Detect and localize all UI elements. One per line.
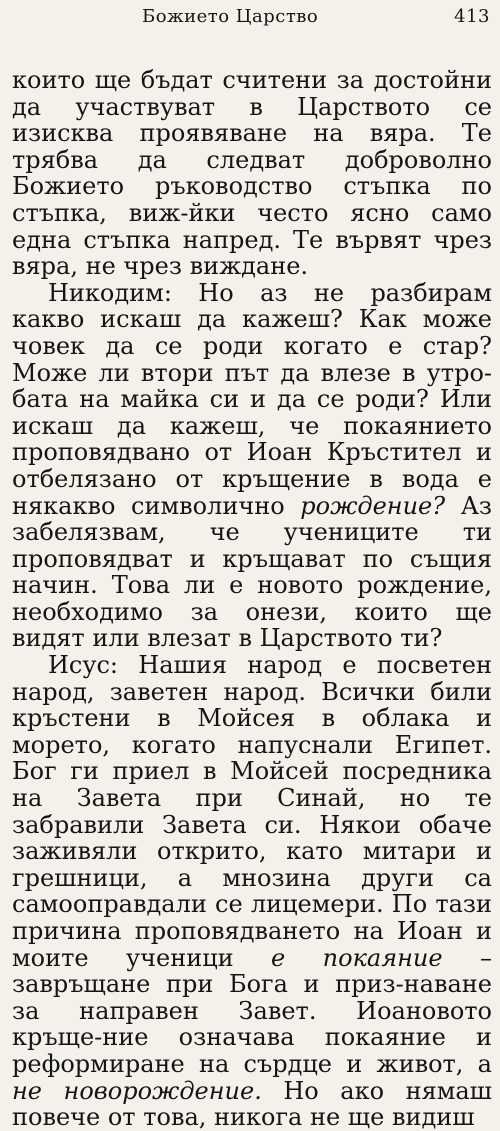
body-text — [12, 67, 492, 1131]
paragraph-nicodemus — [12, 280, 492, 652]
text-run: – завръщане при Бога и приз-наване за направен Завет. Иоановото кръще-ние означава покаяние и реформиране на сърдце и живот, а — [12, 943, 492, 1078]
text-run: които ще бъдат считени за достойни да участвуват в Царството се изисква проявяване на вяра. Те трябва да следват доброволно Божието ръководство стъпка по стъпка, виж-йки често ясно само една стъпка напред. Те вървят чрез вяра, не чрез виждане. — [12, 66, 492, 281]
italic-phrase: е покаяние — [271, 943, 443, 972]
text-run: Исус: Нашия народ е посветен народ, заветен народ. Всички били кръстени в Мойсея в облака и морето, когато напуснали Египет. Бог ги приел в Мойсей посредника на Завета при Синай, но те забравили Завета си. Някои обаче заживяли открито, като митари и грешници, а мнозина други са самооправдали се лицемери. По тази причина проповядването на Иоан и моите ученици — [12, 651, 492, 972]
page-number: 413 — [454, 6, 490, 27]
text-run: Аз забелязвам, че учениците ти проповядват и кръщават по същия начин. Това ли е новото рождение, необходимо за онези, които ще видят или влезат в Царството ти? — [12, 491, 492, 653]
running-title: Божието Царство — [142, 6, 319, 27]
italic-phrase: не новорождение. — [12, 1076, 262, 1105]
paragraph-jesus — [12, 652, 492, 1131]
paragraph-continuation — [12, 67, 492, 280]
page-header — [0, 0, 500, 36]
text-run: Никодим: Но аз не разбирам какво искаш да кажеш? Как може човек да се роди когато е стар? Може ли втори път да влезе в утро-бата на майка си и да се роди? Или искаш да кажеш, че покаянието проповядвано от Иоан Кръстител и отбелязано от кръщение в вода е някакво символично — [12, 278, 492, 520]
text-run: Но ако нямаш повече от това, никога не ще видиш — [12, 1076, 492, 1131]
italic-phrase: рождение? — [300, 491, 446, 520]
